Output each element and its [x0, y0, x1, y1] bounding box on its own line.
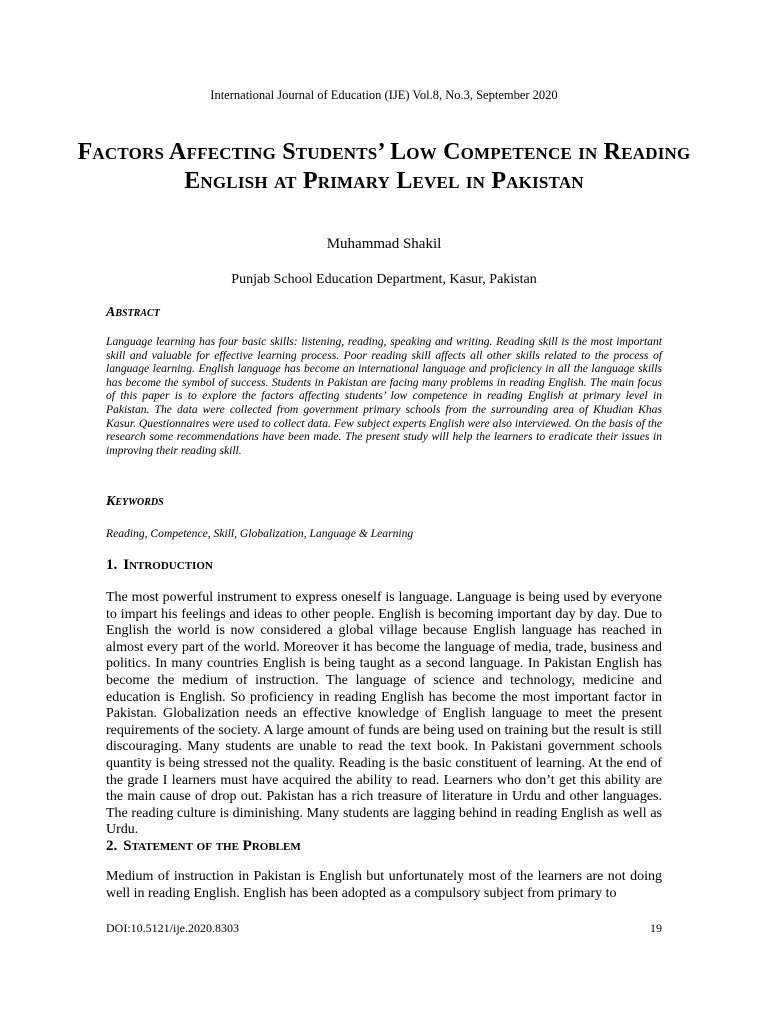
section-number: 2. — [106, 838, 118, 854]
section-title: Statement of the Problem — [123, 838, 301, 854]
author-affiliation: Punjab School Education Department, Kasur, Pakistan — [231, 272, 537, 287]
author-name: Muhammad Shakil — [326, 236, 442, 252]
footer-doi: DOI:10.5121/ije.2020.8303 — [106, 921, 239, 935]
journal-header: International Journal of Education (IJE) Vol.8, No.3, September 2020 — [210, 88, 558, 102]
problem-text: Medium of instruction in Pakistan is English but unfortunately most of the learners are not doing well in reading English. English has been adopted as a compulsory subject from primary to — [106, 869, 662, 901]
paper-title: Factors Affecting Students’ Low Competence in Reading English at Primary Level in Pakistan — [77, 139, 691, 194]
abstract-heading: Abstract — [106, 305, 160, 320]
section-heading-problem — [106, 838, 301, 855]
keywords-text: Reading, Competence, Skill, Globalization, Language & Learning — [106, 527, 414, 540]
section-title: Introduction — [123, 557, 213, 573]
abstract-text: Language learning has four basic skills: listening, reading, speaking and writing. Reading skill is the most important skill and valuable for effective learning process. Poor reading skill affects all other skills related to the process of language learning. English language has become an international language and proficiency in all the language skills has become the symbol of success. Students in Pakistan are facing many problems in reading English. The main focus of this paper is to explore the factors affecting students’ low competence in reading English at primary level in Pakistan. The data were collected from government primary schools from the surrounding area of Khudian Khas Kasur. Questionnaires were used to collect data. Few subject experts English were also interviewed. On the basis of the research some recommendations have been made. The present study will help the learners to eradicate their issues in improving their reading skill. — [106, 335, 662, 457]
section-number: 1. — [106, 557, 118, 573]
section-heading-introduction — [106, 557, 213, 574]
keywords-heading: Keywords — [106, 494, 164, 509]
introduction-text: The most powerful instrument to express oneself is language. Language is being used by everyone to impart his feelings and ideas to other people. English is becoming important day by day. Due to English the world is now considered a global village because English language has reached in almost every part of the world. Moreover it has become the language of media, trade, business and politics. In many countries English is being taught as a second language. In Pakistan English has become the medium of instruction. The language of science and technology, medicine and education is English. So proficiency in reading English has become the most important factor in Pakistan. Globalization needs an effective knowledge of English language to meet the present requirements of the society. A large amount of funds are being used on training but the result is still discouraging. Many students are unable to read the text book. In Pakistani government schools quantity is being stressed not the quality. Reading is the basic constituent of learning. At the end of the grade I learners must have acquired the ability to read. Learners who don’t get this ability are the main cause of drop out. Pakistan has a rich treasure of literature in Urdu and other languages. The reading culture is diminishing. Many students are lagging behind in reading English as well as Urdu. — [106, 590, 662, 838]
page-number: 19 — [650, 921, 662, 935]
